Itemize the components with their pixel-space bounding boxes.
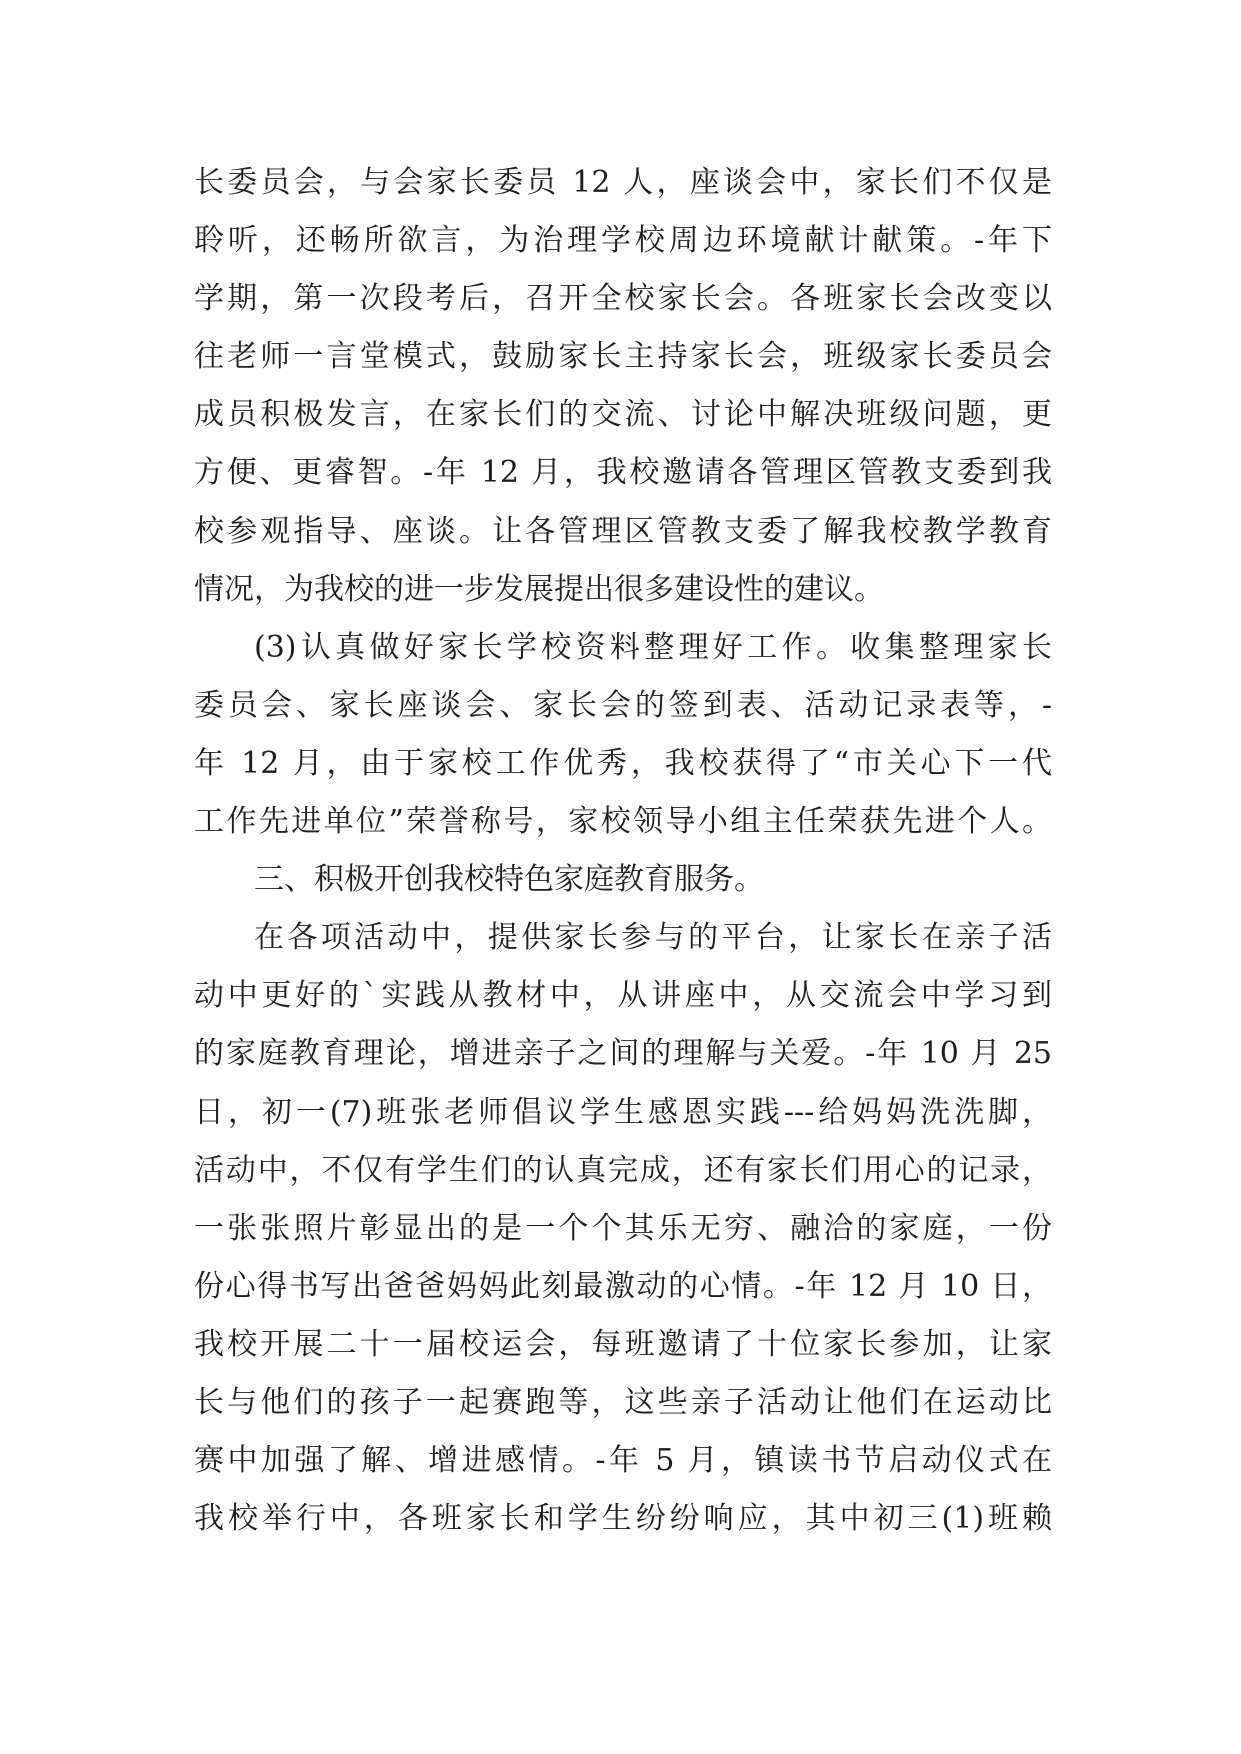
text-line: 委员会、家长座谈会、家长会的签到表、活动记录表等，-	[194, 687, 1052, 723]
text-line: 赛中加强了解、增进感情。-年 5 月，镇读书节启动仪式在	[194, 1443, 1052, 1479]
text-line: 活动中，不仅有学生们的认真完成，还有家长们用心的记录，	[194, 1152, 1052, 1188]
section-heading: 三、积极开创我校特色家庭教育服务。	[254, 862, 764, 898]
text-line: 方便、更睿智。-年 12 月，我校邀请各管理区管教支委到我	[194, 455, 1052, 491]
text-line: 年 12 月，由于家校工作优秀，我校获得了“市关心下一代	[194, 745, 1052, 781]
text-line: 日，初一(7)班张老师倡议学生感恩实践---给妈妈洗洗脚，	[194, 1094, 1052, 1130]
text-line: 成员积极发言，在家长们的交流、讨论中解决班级问题，更	[194, 397, 1052, 433]
paragraph-last-line: 工作先进单位”荣誉称号，家校领导小组主任荣获先进个人。	[194, 804, 1052, 840]
text-line: 动中更好的`实践从教材中，从讲座中，从交流会中学习到	[194, 978, 1052, 1014]
paragraph-first-line: (3)认真做好家长学校资料整理好工作。收集整理家长	[254, 629, 1052, 665]
text-line: 我校开展二十一届校运会，每班邀请了十位家长参加，让家	[194, 1326, 1052, 1362]
text-line: 我校举行中，各班家长和学生纷纷响应，其中初三(1)班赖	[194, 1501, 1052, 1537]
text-line: 往老师一言堂模式，鼓励家长主持家长会，班级家长委员会	[194, 339, 1052, 375]
text-line: 学期，第一次段考后，召开全校家长会。各班家长会改变以	[194, 281, 1052, 317]
text-line: 份心得书写出爸爸妈妈此刻最激动的心情。-年 12 月 10 日，	[194, 1268, 1052, 1304]
text-line: 长与他们的孩子一起赛跑等，这些亲子活动让他们在运动比	[194, 1384, 1052, 1420]
text-line: 长委员会，与会家长委员 12 人，座谈会中，家长们不仅是	[194, 165, 1052, 200]
paragraph-first-line: 在各项活动中，提供家长参与的平台，让家长在亲子活	[254, 920, 1052, 956]
paragraph-last-line: 情况，为我校的进一步发展提出很多建设性的建议。	[194, 571, 884, 607]
text-line: 校参观指导、座谈。让各管理区管教支委了解我校教学教育	[194, 513, 1052, 549]
text-line: 聆听，还畅所欲言，为治理学校周边环境献计献策。-年下	[194, 223, 1052, 259]
text-line: 一张张照片彰显出的是一个个其乐无穷、融洽的家庭，一份	[194, 1210, 1052, 1246]
document-body	[194, 154, 1052, 1548]
text-line: 的家庭教育理论，增进亲子之间的理解与关爱。-年 10 月 25	[194, 1036, 1052, 1072]
